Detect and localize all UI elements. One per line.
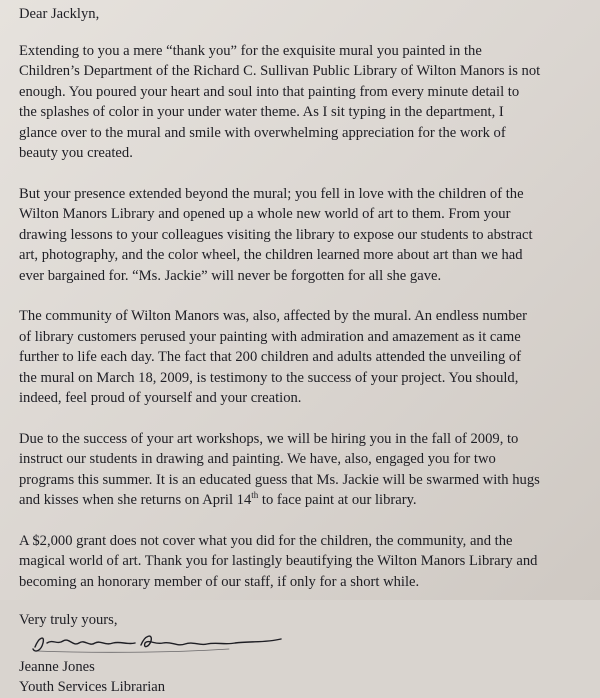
line-text-before-superscript: and kisses when she returns on April 14 [19,492,252,508]
letter-body [19,0,591,698]
paragraph-line: instruct our students in drawing and painting. We have, also, engaged you for two [19,451,496,467]
paragraph-4 [19,429,591,511]
paragraph-line: glance over to the mural and smile with overwhelming appreciation for the work of [19,124,506,141]
paragraph-line: becoming an honorary member of our staff, if only for a short while. [19,573,420,590]
paragraph-line: beauty you created. [19,145,133,161]
paragraph-line: Children’s Department of the Richard C. Sullivan Public Library of Wilton Manors is not [19,63,541,79]
paragraph-line: A $2,000 grant does not cover what you did for the children, the community, and the [19,532,513,549]
salutation: Dear Jacklyn, [19,6,100,22]
line-text-after-superscript: to face paint at our library. [258,492,417,508]
paragraph-2 [19,184,591,287]
paragraph-line: But your presence extended beyond the mural; you fell in love with the children of the [19,185,524,202]
paragraph-line: the splashes of color in your under water theme. As I sit typing in the department, I [19,104,504,120]
paragraph-line [19,490,591,511]
paragraph-line: magical world of art. Thank you for lastingly beautifying the Wilton Manors Library and [19,553,538,569]
paragraph-line: enough. You poured your heart and soul into that painting from every minute detail to [19,83,520,100]
paragraph-3 [19,306,591,409]
signer-title: Youth Services Librarian [19,679,166,695]
paragraph-line: indeed, feel proud of yourself and your creation. [19,390,302,406]
ordinal-superscript: th [251,490,259,500]
paragraph-line: Extending to you a mere “thank you” for the exquisite mural you painted in the [19,42,482,59]
handwritten-signature [29,631,591,657]
paragraph-line: drawing lessons to your colleagues visiting the library to expose our students to abstract [19,226,533,243]
signer-name: Jeanne Jones [19,658,95,675]
paragraph-line: programs this summer. It is an educated guess that Ms. Jackie will be swarmed with hugs [19,471,540,488]
closing: Very truly yours, [19,612,118,628]
paragraph-line: of library customers perused your painting with admiration and amazement as it came [19,328,521,345]
paragraph-line: The community of Wilton Manors was, also, affected by the mural. An endless number [19,308,527,324]
paragraph-line: further to life each day. The fact that 200 children and adults attended the unveiling of [19,349,522,365]
paragraph-line: Wilton Manors Library and opened up a whole new world of art to them. From your [19,206,511,222]
paragraph-1 [19,41,591,164]
paragraph-line: ever bargained for. “Ms. Jackie” will never be forgotten for all she gave. [19,267,442,284]
paragraph-line: the mural on March 18, 2009, is testimony to the success of your project. You should, [19,369,519,386]
paragraph-5 [19,531,591,593]
paragraph-line: Due to the success of your art workshops, we will be hiring you in the fall of 2009, to [19,430,519,447]
paragraph-line: art, photography, and the color wheel, the children learned more about art than we had [19,247,523,263]
